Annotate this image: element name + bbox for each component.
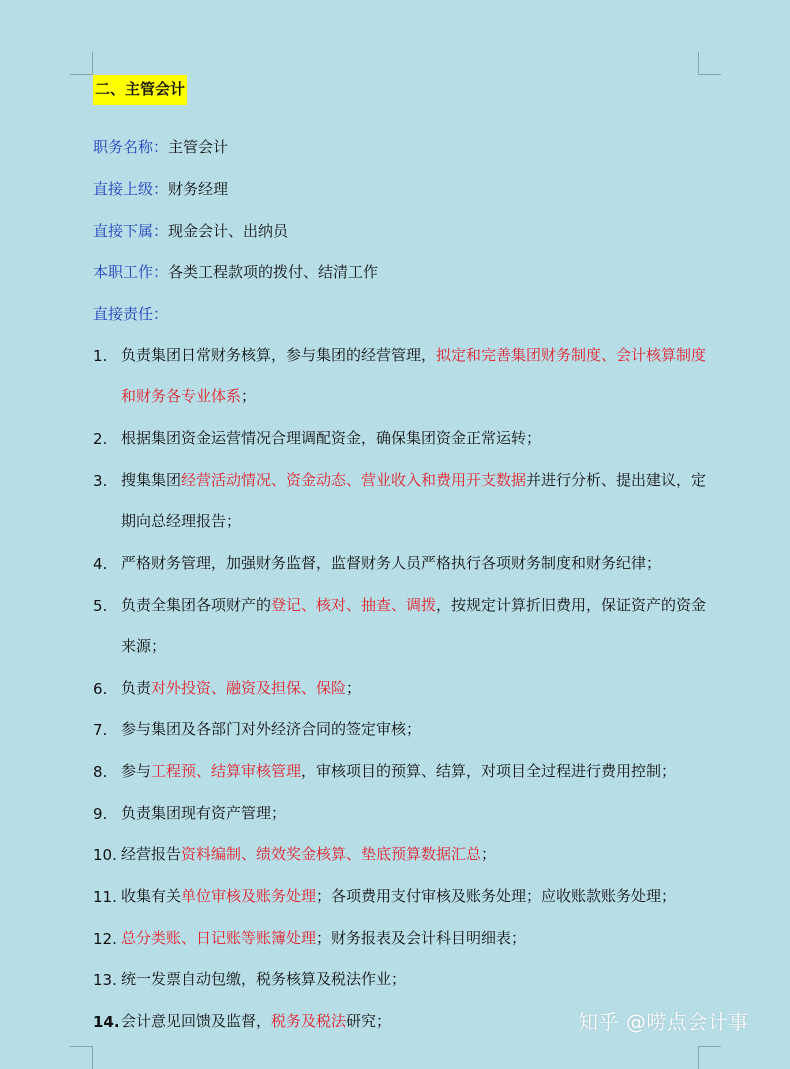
list-item-text xyxy=(121,834,711,875)
margin-mark-bottom-right xyxy=(698,1046,721,1069)
highlighted-text: 对外投资、融资及担保、保险 xyxy=(151,679,347,697)
body-text: 负责集团现有资产管理； xyxy=(121,804,287,822)
highlighted-text: 拟定和完善集团财务制度、会计核算制度和财务各专业体系 xyxy=(121,346,707,405)
body-text: 收集有关 xyxy=(121,887,182,905)
list-item-number: 6. xyxy=(93,680,108,698)
list-item-text xyxy=(121,751,711,792)
list-item-number: 7. xyxy=(93,721,108,739)
list-item-text xyxy=(121,793,711,834)
list-item-text xyxy=(121,876,711,917)
margin-mark-top-left xyxy=(70,52,93,75)
margin-mark-bottom-left xyxy=(70,1046,93,1069)
list-item-number: 10. xyxy=(93,846,117,864)
body-text: ，按规定计算折旧费用，保证资产的资金来源； xyxy=(121,596,707,655)
body-text: 搜集集团 xyxy=(121,471,182,489)
body-text: ； xyxy=(481,845,497,863)
field-direct-superior xyxy=(93,178,228,200)
field-label: 本职工作： xyxy=(93,263,169,281)
field-value: 现金会计、出纳员 xyxy=(168,222,289,240)
body-text: 研究； xyxy=(346,1012,392,1030)
body-text: ； xyxy=(241,387,257,405)
highlighted-text: 资料编制、绩效奖金核算、垫底预算数据汇总 xyxy=(181,845,482,863)
field-label: 直接上级： xyxy=(93,180,169,198)
body-text: ； xyxy=(346,679,362,697)
list-item-number: 9. xyxy=(93,805,108,823)
list-item-number: 5. xyxy=(93,597,108,615)
body-text: 会计意见回馈及监督， xyxy=(121,1012,272,1030)
list-item-text xyxy=(121,543,711,584)
field-job-title xyxy=(93,136,228,158)
list-item-text xyxy=(121,668,711,709)
body-text: 负责全集团各项财产的 xyxy=(121,596,272,614)
list-item-text xyxy=(121,460,711,542)
section-heading: 二、主管会计 xyxy=(93,75,187,105)
list-item-text xyxy=(121,918,711,959)
body-text: 经营报告 xyxy=(121,845,182,863)
list-item-number: 11. xyxy=(93,888,117,906)
body-text: 统一发票自动包缴，税务核算及税法作业； xyxy=(121,970,407,988)
list-item-number: 12. xyxy=(93,930,117,948)
list-item-text xyxy=(121,418,711,459)
highlighted-text: 税务及税法 xyxy=(271,1012,347,1030)
field-value: 主管会计 xyxy=(168,138,229,156)
body-text: 根据集团资金运营情况合理调配资金，确保集团资金正常运转； xyxy=(121,429,542,447)
field-main-work xyxy=(93,261,378,283)
highlighted-text: 总分类账、日记账等账簿处理 xyxy=(121,929,317,947)
body-text: 负责集团日常财务核算，参与集团的经营管理， xyxy=(121,346,437,364)
field-direct-subordinates xyxy=(93,220,288,242)
field-value: 各类工程款项的拨付、结清工作 xyxy=(168,263,379,281)
body-text: ，审核项目的预算、结算，对项目全过程进行费用控制； xyxy=(301,762,677,780)
list-item-number: 14. xyxy=(93,1013,120,1031)
highlighted-text: 经营活动情况、资金动态、营业收入和费用开支数据 xyxy=(181,471,527,489)
list-item-number: 3. xyxy=(93,472,108,490)
body-text: 参与集团及各部门对外经济合同的签定审核； xyxy=(121,720,422,738)
list-item-text xyxy=(121,959,711,1000)
field-direct-responsibility xyxy=(93,303,168,325)
list-item-number: 4. xyxy=(93,555,108,573)
list-item-text xyxy=(121,335,711,417)
list-item-text xyxy=(121,585,711,667)
body-text: 并进行分析、提出建议，定期向总经理报告； xyxy=(121,471,707,530)
field-value: 财务经理 xyxy=(168,180,229,198)
body-text: ；各项费用支付审核及账务处理；应收账款账务处理； xyxy=(316,887,677,905)
field-label: 职务名称： xyxy=(93,138,169,156)
highlighted-text: 工程预、结算审核管理 xyxy=(151,762,302,780)
field-label: 直接下属： xyxy=(93,222,169,240)
body-text: 参与 xyxy=(121,762,152,780)
list-item-number: 13. xyxy=(93,971,117,989)
body-text: ；财务报表及会计科目明细表； xyxy=(316,929,527,947)
highlighted-text: 登记、核对、抽查、调拨 xyxy=(271,596,437,614)
body-text: 严格财务管理，加强财务监督，监督财务人员严格执行各项财务制度和财务纪律； xyxy=(121,554,662,572)
highlighted-text: 单位审核及账务处理 xyxy=(181,887,317,905)
zhihu-watermark: 知乎 @唠点会计事 xyxy=(578,1010,749,1034)
list-item-number: 1. xyxy=(93,347,108,365)
body-text: 负责 xyxy=(121,679,152,697)
list-item-number: 8. xyxy=(93,763,108,781)
margin-mark-top-right xyxy=(698,52,721,75)
field-label: 直接责任： xyxy=(93,305,169,323)
list-item-text xyxy=(121,709,711,750)
list-item-number: 2. xyxy=(93,430,108,448)
